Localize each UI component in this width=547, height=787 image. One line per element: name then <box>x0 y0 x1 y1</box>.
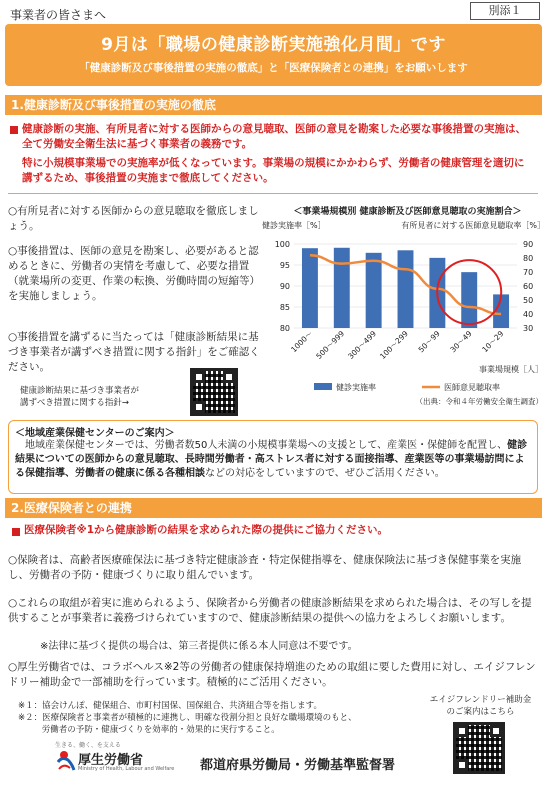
section2-lead-text: 医療保険者※1から健康診断の結果を求められた際の提供にご協力ください。 <box>24 524 389 536</box>
right-tick-label: 80 <box>523 254 534 263</box>
section1-lead-text: 健康診断の実施、有所見者に対する医師からの意見聴取、医師の意見を勘案した必要な事後措置の実施は、全て労働安全衛生法に基づく事業者の義務です。 <box>22 123 526 150</box>
footnote-1: ※１：協会けんぽ、健保組合、市町村国保、国保組合、共済組合等を指します。 <box>18 701 322 711</box>
bar <box>334 248 350 328</box>
bar <box>398 250 414 328</box>
guideline-qr-code[interactable] <box>190 368 238 416</box>
left-tick-label: 95 <box>279 261 290 270</box>
square-bullet-icon <box>12 528 20 536</box>
right-axis-label: 有所見者に対する医師意見聴取率［%］ <box>401 221 545 230</box>
right-tick-label: 40 <box>523 310 534 319</box>
section2-item: ○厚生労働省では、コラボヘルス※2等の労働者の健康保持増進のための取組に要した費用に対し、エイジフレンドリー補助金で一部補助を行っています。積極的にご活用ください。 <box>8 661 536 688</box>
section2-heading: 2.医療保険者との連携 <box>5 498 542 518</box>
subsidy-qr-label-line2: のご案内はこちら <box>446 707 515 717</box>
ministry-name-en: Ministry of Health, Labour and Welfare <box>78 766 175 772</box>
chart-source: （出典：令和４年労働安全衛生調査） <box>415 397 543 406</box>
ministry-logo-icon <box>56 750 76 772</box>
regional-center-text-plain1: 地域産業保健センターでは、労働者数50人未満の小規模事業場への支援として、産業医・保健師を配置し、 <box>25 440 508 451</box>
left-axis-label: 健診実施率［%］ <box>262 221 326 230</box>
right-tick-label: 30 <box>523 324 534 333</box>
section1-item: ○事後措置を講ずるに当たっては「健康診断結果に基づき事業者が講ずべき措置に関する指針」をご確認ください。 <box>8 331 260 373</box>
square-bullet-icon <box>10 126 18 134</box>
guideline-qr-label-line1: 健康診断結果に基づき事業者が <box>20 386 140 396</box>
regional-center-text-bold: 健診結果についての医師からの意見聴取、長時間労働者・高ストレス者に対する面接指導、産業医等の事業場訪問による保健指導、労働者の健康に係る各種相談 <box>15 440 528 479</box>
section1-item: ○事後措置は、医師の意見を勘案し、必要があると認めるときに、労働者の実情を考慮して、必要な措置（就業場所の変更、作業の転換、労働時間の短縮等）を実施しましょう。 <box>8 245 260 302</box>
left-tick-label: 90 <box>279 282 290 291</box>
left-tick-label: 80 <box>279 324 290 333</box>
subsidy-qr-label-line1: エイジフレンドリー補助金 <box>429 695 532 705</box>
right-tick-label: 90 <box>523 240 534 249</box>
section1-heading: 1.健康診断及び事後措置の実施の徹底 <box>5 95 542 115</box>
legend-swatch-bar <box>314 383 332 390</box>
guideline-qr-label-line2: 講ずべき措置に関する指針→ <box>20 398 129 408</box>
category-tick-label: 50～99 <box>416 329 442 355</box>
offices-name: 都道府県労働局・労働基準監督署 <box>200 758 396 773</box>
subsidy-qr-label <box>418 694 543 718</box>
section1-lead-text2: 特に小規模事業場での実施率が低くなっています。事業場の規模にかかわらず、労働者の健康管理を適切に講ずるため、事後措置の実施まで徹底してください。 <box>22 157 525 184</box>
consent-note: ※法律に基づく提供の場合は、第三者提供に係る本人同意は不要です。 <box>40 641 358 652</box>
bar <box>366 253 382 328</box>
chart-title: ＜事業場規模別 健康診断及び医師意見聴取の実施割合＞ <box>293 207 522 217</box>
legend-label-bar: 健診実施率 <box>336 383 376 392</box>
category-tick-label: 500～999 <box>314 329 347 361</box>
category-tick-label: 10～29 <box>480 329 506 355</box>
regional-center-text <box>15 439 531 481</box>
attachment-label: 別添１ <box>470 2 540 20</box>
ministry-name: 厚生労働省 <box>78 753 144 768</box>
left-tick-label: 100 <box>274 240 290 249</box>
ministry-logo-caption: 生きる、働く、を支える <box>55 742 121 749</box>
page-title: 9月は「職場の健康診断実施強化月間」です <box>101 35 446 55</box>
left-tick-label: 85 <box>279 303 290 312</box>
health-check-chart <box>262 216 547 416</box>
category-tick-label: 300～499 <box>346 329 379 361</box>
regional-center-text-plain2: などの対応をしていますので、ぜひご活用ください。 <box>205 468 445 479</box>
section2-item: ○これらの取組が着実に進められるよう、保険者から労働者の健康診断結果を求められた場合は、その写しを提供することが事業者に義務づけられていますので、健康診断結果の提供への協力をよろしくお願いします。 <box>8 597 532 624</box>
footnote-2: ※２：医療保険者と事業者が積極的に連携し、明確な役割分担と良好な職場環境のもと、 <box>18 713 357 723</box>
footnotes <box>18 700 398 736</box>
right-tick-label: 50 <box>523 296 534 305</box>
legend-label-line: 医師意見聴取率 <box>444 383 500 392</box>
bar <box>461 272 477 328</box>
section1-lead <box>8 122 538 194</box>
x-axis-label: 事業場規模［人］ <box>479 365 543 374</box>
category-tick-label: 1000～ <box>289 329 315 355</box>
addressee: 事業者の皆さまへ <box>10 8 107 22</box>
category-tick-label: 100～299 <box>377 329 410 361</box>
section2-item: ○保険者は、高齢者医療確保法に基づき特定健康診査・特定保健指導を、健康保険法に基づき保健事業を実施し、労働者の予防・健康づくりに取り組んでいます。 <box>8 554 522 581</box>
guideline-qr-label <box>20 385 180 409</box>
footnote-2-cont: 労働者の予防・健康づくりを効率的・効果的に実行すること。 <box>41 725 280 735</box>
subsidy-qr-code[interactable] <box>453 722 505 774</box>
page-subtitle: 「健康診断及び事後措置の実施の徹底」と「医療保険者との連携」をお願いします <box>79 62 468 74</box>
section1-item: ○有所見者に対する医師からの意見聴取を徹底しましょう。 <box>8 205 259 232</box>
regional-center-heading: ＜地域産業保健センターのご案内＞ <box>15 428 175 439</box>
right-tick-label: 70 <box>523 268 534 277</box>
regional-center-box <box>8 420 538 494</box>
bar <box>302 248 318 328</box>
right-tick-label: 60 <box>523 282 534 291</box>
category-tick-label: 30～49 <box>448 329 474 355</box>
